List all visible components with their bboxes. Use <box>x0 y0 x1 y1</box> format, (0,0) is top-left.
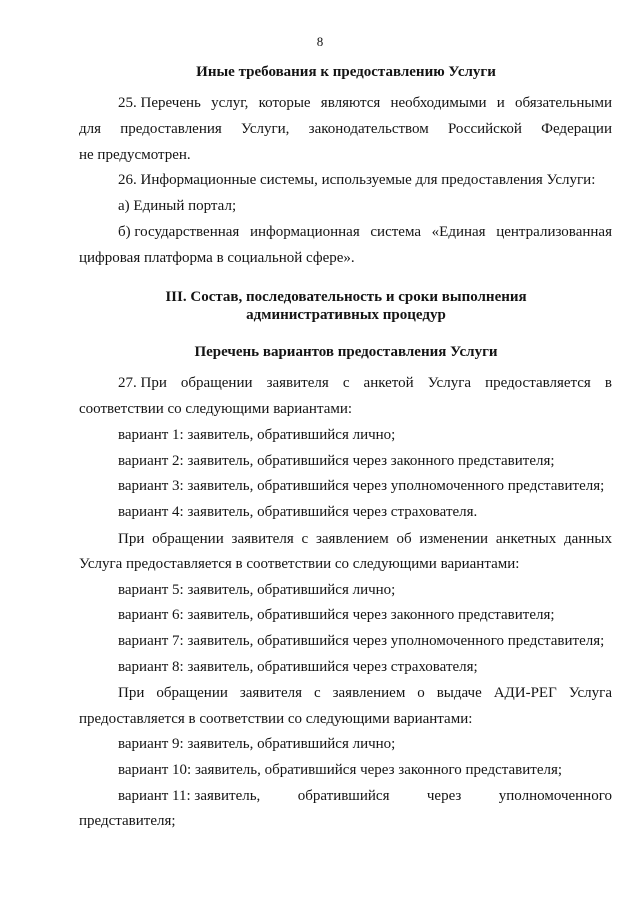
word: Услуга <box>568 685 612 701</box>
word: система <box>370 224 421 240</box>
paragraph-27-line-1 <box>118 374 612 392</box>
word: анкетой <box>363 375 414 391</box>
word: для <box>79 121 102 137</box>
word: с <box>342 375 350 391</box>
word: обращении <box>180 375 253 391</box>
paragraph-27-line-2: соответствии со следующими вариантами: <box>79 401 353 417</box>
word: При <box>118 531 145 547</box>
word: необходимыми <box>390 95 487 111</box>
word: с <box>301 531 309 547</box>
word: обращении <box>152 531 224 547</box>
word: являются <box>320 95 381 111</box>
word: через <box>426 788 462 804</box>
paragraph-25-line-1 <box>118 94 612 112</box>
variant-1: вариант 1: заявитель, обратившийся лично; <box>118 427 396 443</box>
word: законодательством <box>308 121 429 137</box>
variant-4: вариант 4: заявитель, обратившийся через страхователя. <box>118 504 478 520</box>
variant-9: вариант 9: заявитель, обратившийся лично; <box>118 736 396 752</box>
word: информационная <box>249 224 360 240</box>
word: обязательными <box>514 95 612 111</box>
paragraph-26-item-b-line-1 <box>118 223 612 241</box>
variant-5: вариант 5: заявитель, обратившийся лично; <box>118 582 396 598</box>
word: об <box>396 531 412 547</box>
word: предоставления <box>120 121 222 137</box>
page-number: 8 <box>316 34 324 49</box>
word: о <box>417 685 425 701</box>
paragraph-26-item-a: а) Единый портал; <box>118 198 237 214</box>
variant-2: вариант 2: заявитель, обратившийся через законного представителя; <box>118 453 555 469</box>
word: заявлением <box>332 685 406 701</box>
variant-3: вариант 3: заявитель, обратившийся через уполномоченного представителя; <box>118 478 605 494</box>
variant-11-line-1 <box>118 787 612 805</box>
word: заявителя <box>231 531 294 547</box>
word: выдаче <box>436 685 482 701</box>
section-3-heading-line-1: III. Состав, последовательность и сроки выполнения <box>165 289 527 305</box>
word: АДИ-РЕГ <box>493 685 557 701</box>
paragraph-change-line-1 <box>118 530 612 548</box>
subheading-variants-list: Перечень вариантов предоставления Услуги <box>194 344 498 360</box>
section-heading-other-requirements: Иные требования к предоставлению Услуги <box>196 64 496 80</box>
word: б) государственная <box>118 224 240 240</box>
word: Федерации <box>541 121 612 137</box>
paragraph-26-item-b-line-2: цифровая платформа в социальной сфере». <box>79 250 355 266</box>
word: в <box>604 375 612 391</box>
paragraph-25-line-2 <box>79 120 612 138</box>
word: предоставляется <box>485 375 591 391</box>
variant-8: вариант 8: заявитель, обратившийся через страхователя; <box>118 659 478 675</box>
word: данных <box>564 531 612 547</box>
word: заявителя <box>239 685 303 701</box>
section-3-heading-line-2: административных процедур <box>246 307 446 323</box>
paragraph-adi-line-1 <box>118 684 612 702</box>
paragraph-change-line-2: Услуга предоставляется в соответствии со следующими вариантами: <box>79 556 520 572</box>
word: которые <box>258 95 311 111</box>
variant-6: вариант 6: заявитель, обратившийся через законного представителя; <box>118 607 555 623</box>
word: Услуги, <box>241 121 290 137</box>
word: «Единая <box>431 224 486 240</box>
word: вариант 11: заявитель, <box>118 788 261 804</box>
paragraph-26-intro: 26. Информационные системы, используемые для предоставления Услуги: <box>118 172 596 188</box>
word: обращении <box>156 685 228 701</box>
word: 27. При <box>118 375 167 391</box>
paragraph-adi-line-2: предоставляется в соответствии со следующими вариантами: <box>79 711 473 727</box>
word: Услуга <box>427 375 472 391</box>
word: обратившийся <box>297 788 390 804</box>
variant-10: вариант 10: заявитель, обратившийся через законного представителя; <box>118 762 563 778</box>
word: 25. Перечень <box>118 95 201 111</box>
word: централизованная <box>496 224 612 240</box>
word: услуг, <box>211 95 249 111</box>
variant-11-line-2: представителя; <box>79 813 176 829</box>
word: и <box>496 95 505 111</box>
word: изменении <box>419 531 489 547</box>
paragraph-25-line-3: не предусмотрен. <box>79 147 191 163</box>
word: уполномоченного <box>498 788 612 804</box>
word: Российской <box>447 121 522 137</box>
word: анкетных <box>495 531 557 547</box>
word: заявителя <box>266 375 329 391</box>
word: При <box>118 685 145 701</box>
word: с <box>313 685 321 701</box>
variant-7: вариант 7: заявитель, обратившийся через уполномоченного представителя; <box>118 633 605 649</box>
word: заявлением <box>315 531 389 547</box>
